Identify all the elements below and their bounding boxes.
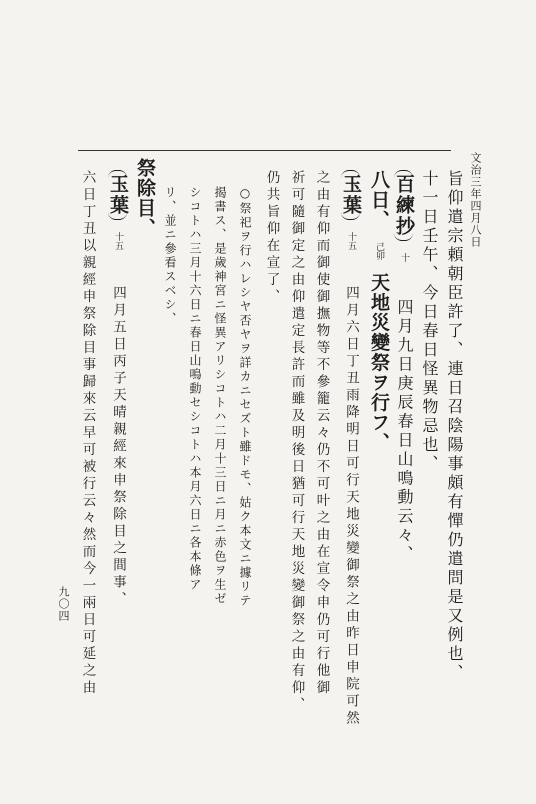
- text-column-10: [214, 186, 226, 746]
- volume-number: 十: [399, 253, 409, 263]
- column-text: 四月五日丙子天晴親經來申祭除目之間事、: [110, 285, 126, 609]
- editorial-note: 揭書ス、是歲神宮ニ怪異アリシコトハ二月十三日ニ月ニ赤色ヲ生ゼ: [213, 186, 227, 606]
- text-column-3: [394, 170, 413, 730]
- source-book-title: 玉葉: [341, 170, 360, 220]
- column-text: 六日丁丑以親經申祭除目事歸來云早可被行云々然而今一兩日可延之由: [79, 170, 96, 697]
- text-column-1: [446, 170, 462, 730]
- column-text: 十一日壬午、今日春日怪異物忌也、: [420, 170, 439, 474]
- editorial-note: シコトハ三月十六日ニ春日山鳴動セシコトハ本月六日ニ各本條ア: [188, 186, 202, 592]
- column-text: 仍共旨仰在宣了、: [263, 170, 280, 306]
- text-column-15: [80, 170, 94, 730]
- text-column-7: [289, 170, 303, 730]
- column-text: 四月六日丁丑雨降明日可行天地災變御祭之由昨日申院可然: [343, 285, 359, 728]
- column-text: 四月九日庚辰春日山鳴動云々、: [395, 298, 414, 565]
- column-text: 之由有仰而御使御撫物等不參籠云々仍不可叶之由在宣令申仍可行他御: [313, 170, 330, 697]
- editorial-note: ○祭祀ヲ行ハレシヤ否ヤヲ詳カニセズト雖ドモ、姑ク本文ニ據リテ: [238, 186, 252, 608]
- volume-number: 十五: [113, 231, 123, 250]
- text-column-9: [239, 186, 251, 746]
- source-book-title: 玉葉: [108, 170, 127, 220]
- text-column-13: [135, 158, 154, 718]
- text-column-5: [341, 170, 360, 730]
- entry-heading-title: 祭除目、: [134, 158, 156, 238]
- text-column-4: [369, 170, 388, 730]
- running-head: 文治三年四月八日: [469, 152, 482, 248]
- text-column-11: [189, 186, 201, 746]
- column-text: 祈可隨御定之由仰遣定長許而雖及明後日猶可行天地災變御祭之由有仰、: [288, 170, 305, 714]
- column-text: 旨仰遣宗頼朝臣許了、連日召陰陽事頗有憚仍遣問是又例也、: [445, 170, 464, 683]
- header-rule: [78, 150, 451, 151]
- page-number: 九〇四: [57, 586, 70, 622]
- text-column-8: [264, 170, 278, 730]
- text-column-12: [164, 186, 176, 746]
- entry-heading-date: 八日、: [368, 170, 390, 230]
- text-column-14: [108, 170, 127, 730]
- volume-number: 十五: [346, 231, 356, 250]
- editorial-note: リ、並ニ參看スベシ、: [163, 186, 177, 326]
- source-book-title: 百練抄: [394, 170, 413, 241]
- text-column-2: [421, 170, 437, 730]
- text-column-6: [314, 170, 328, 730]
- entry-heading-cyclical: 己卯: [374, 242, 384, 261]
- entry-heading-title: 天地災變祭ヲ行フ、: [368, 272, 390, 453]
